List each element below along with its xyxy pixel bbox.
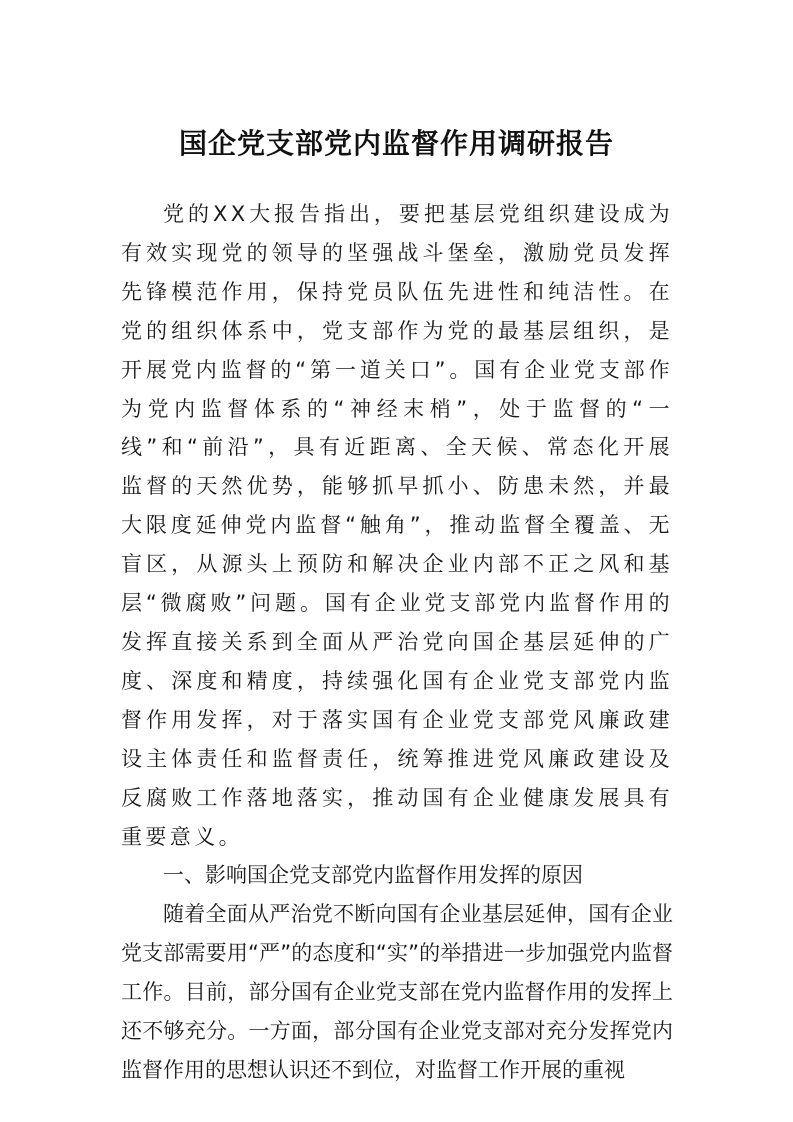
section-heading: 一、影响国企党支部党内监督作用发挥的原因 <box>163 863 583 888</box>
paragraph-intro: 党的XX大报告指出，要把基层党组织建设成为有效实现党的领导的坚强战斗堡垒，激励党员发挥先锋模范作用，保持党员队伍先进性和纯洁性。在党的组织体系中，党支部作为党的最基层组织，是开展党内监督的“第一道关口”。国有企业党支部作为党内监督体系的“神经末梢”，处于监督的“一线”和“前沿”，具有近距离、全天候、常态化开展监督的天然优势，能够抓早抓小、防患未然，并最大限度延伸党内监督“触角”，推动监督全覆盖、无盲区，从源头上预防和解决企业内部不正之风和基层“微腐败”问题。国有企业党支部党内监督作用的发挥直接关系到全面从严治党向国企基层延伸的广度、深度和精度，持续强化国有企业党支部党内监督作用发挥，对于落实国有企业党支部党风廉政建设主体责任和监督责任，统筹推进党风廉政建设及反腐败工作落地落实，推动国有企业健康发展具有重要意义。 <box>121 202 673 849</box>
document-body <box>121 195 673 1090</box>
paragraph-section-one: 随着全面从严治党不断向国有企业基层延伸，国有企业党支部需要用“严”的态度和“实”的举措进一步加强党内监督工作。目前，部分国有企业党支部在党内监督作用的发挥上还不够充分。一方面，部分国有企业党支部对充分发挥党内监督作用的思想认识还不到位，对监督工作开展的重视 <box>121 902 673 1082</box>
document-title: 国企党支部党内监督作用调研报告 <box>178 127 614 160</box>
